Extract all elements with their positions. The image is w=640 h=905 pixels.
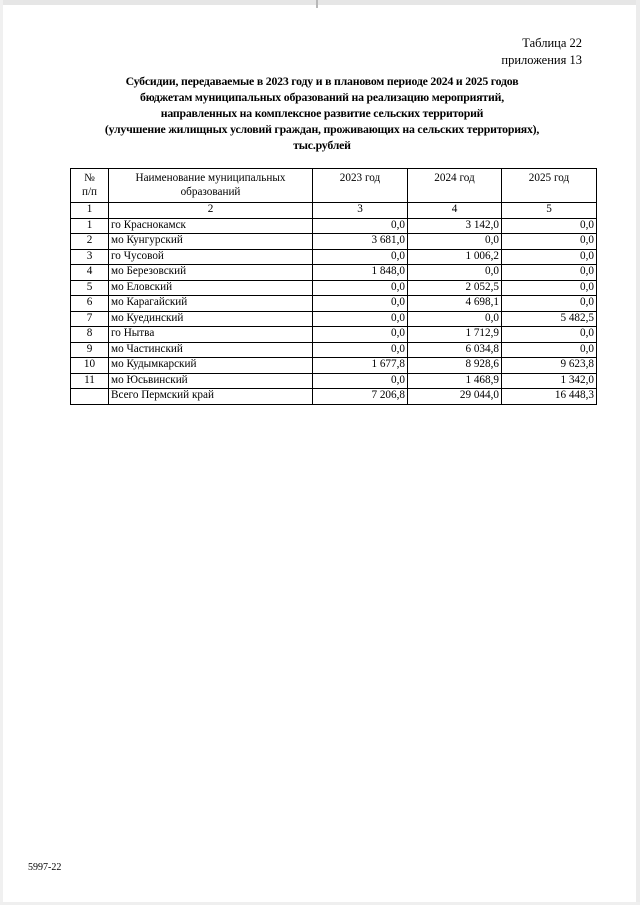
cell-y2024: 2 052,5	[408, 280, 502, 296]
document-code: 5997-22	[28, 862, 62, 873]
cell-y2025: 0,0	[502, 249, 597, 265]
cell-name: го Краснокамск	[109, 218, 313, 234]
table-row	[71, 218, 597, 234]
cell-y2024: 1 468,9	[408, 373, 502, 389]
cell-name: мо Кунгурский	[109, 234, 313, 250]
cell-y2024: 3 142,0	[408, 218, 502, 234]
cell-y2023: 0,0	[313, 311, 408, 327]
header-2024: 2024 год	[408, 169, 502, 203]
cell-num: 5	[71, 280, 109, 296]
table-number: Таблица 22	[522, 36, 582, 50]
cell-y2025: 0,0	[502, 234, 597, 250]
cell-name: Всего Пермский край	[109, 389, 313, 405]
column-number: 5	[502, 203, 597, 219]
table-row	[71, 327, 597, 343]
cell-y2025: 9 623,8	[502, 358, 597, 374]
cell-y2024: 6 034,8	[408, 342, 502, 358]
table-body	[71, 169, 597, 405]
cell-name: мо Кудымкарский	[109, 358, 313, 374]
cell-y2025: 0,0	[502, 280, 597, 296]
table-row	[71, 373, 597, 389]
cell-y2025: 16 448,3	[502, 389, 597, 405]
cell-y2023: 0,0	[313, 373, 408, 389]
cell-num: 1	[71, 218, 109, 234]
document-title	[60, 73, 584, 153]
cell-y2024: 29 044,0	[408, 389, 502, 405]
cell-num	[71, 389, 109, 405]
cell-num: 7	[71, 311, 109, 327]
scan-edge-left	[0, 0, 3, 905]
cell-y2024: 0,0	[408, 234, 502, 250]
cell-name: мо Частинский	[109, 342, 313, 358]
cell-y2023: 0,0	[313, 296, 408, 312]
cell-y2024: 0,0	[408, 311, 502, 327]
column-number: 4	[408, 203, 502, 219]
table-row	[71, 358, 597, 374]
table-row	[71, 342, 597, 358]
cell-y2024: 1 006,2	[408, 249, 502, 265]
total-row	[71, 389, 597, 405]
cell-y2023: 0,0	[313, 327, 408, 343]
cell-num: 6	[71, 296, 109, 312]
title-line-5: тыс.рублей	[293, 138, 351, 152]
cell-y2024: 1 712,9	[408, 327, 502, 343]
cell-y2025: 0,0	[502, 296, 597, 312]
cell-y2023: 0,0	[313, 218, 408, 234]
cell-y2023: 1 677,8	[313, 358, 408, 374]
cell-num: 4	[71, 265, 109, 281]
cell-y2025: 1 342,0	[502, 373, 597, 389]
table-row	[71, 280, 597, 296]
column-number-row	[71, 203, 597, 219]
column-number: 3	[313, 203, 408, 219]
cell-y2025: 0,0	[502, 218, 597, 234]
subsidy-table	[70, 168, 597, 405]
column-number: 2	[109, 203, 313, 219]
scan-edge-top	[0, 0, 640, 5]
appendix-number: приложения 13	[501, 53, 582, 67]
cell-num: 9	[71, 342, 109, 358]
cell-name: го Нытва	[109, 327, 313, 343]
header-2023: 2023 год	[313, 169, 408, 203]
cell-num: 10	[71, 358, 109, 374]
header-name: Наименование муниципальных образований	[109, 169, 313, 203]
scan-mark	[316, 0, 318, 8]
cell-y2024: 4 698,1	[408, 296, 502, 312]
cell-y2024: 0,0	[408, 265, 502, 281]
scan-edge-right	[636, 0, 640, 905]
cell-name: мо Карагайский	[109, 296, 313, 312]
cell-name: мо Березовский	[109, 265, 313, 281]
cell-y2023: 7 206,8	[313, 389, 408, 405]
cell-y2023: 3 681,0	[313, 234, 408, 250]
cell-num: 2	[71, 234, 109, 250]
title-line-2: бюджетам муниципальных образований на реализацию мероприятий,	[140, 90, 504, 104]
cell-name: мо Куединский	[109, 311, 313, 327]
cell-name: мо Юсьвинский	[109, 373, 313, 389]
table-header-row	[71, 169, 597, 203]
cell-y2024: 8 928,6	[408, 358, 502, 374]
cell-name: го Чусовой	[109, 249, 313, 265]
cell-num: 8	[71, 327, 109, 343]
title-line-4: (улучшение жилищных условий граждан, проживающих на сельских территориях),	[104, 122, 540, 136]
table-row	[71, 265, 597, 281]
title-line-1: Субсидии, передаваемые в 2023 году и в плановом периоде 2024 и 2025 годов	[125, 74, 519, 88]
cell-y2025: 0,0	[502, 327, 597, 343]
cell-y2023: 1 848,0	[313, 265, 408, 281]
cell-y2025: 0,0	[502, 265, 597, 281]
table-row	[71, 311, 597, 327]
header-2025: 2025 год	[502, 169, 597, 203]
cell-y2023: 0,0	[313, 249, 408, 265]
cell-y2023: 0,0	[313, 280, 408, 296]
cell-num: 3	[71, 249, 109, 265]
cell-num: 11	[71, 373, 109, 389]
column-number: 1	[71, 203, 109, 219]
cell-y2025: 0,0	[502, 342, 597, 358]
cell-name: мо Еловский	[109, 280, 313, 296]
cell-y2023: 0,0	[313, 342, 408, 358]
header-num: № п/п	[71, 169, 109, 203]
table-row	[71, 249, 597, 265]
table-row	[71, 234, 597, 250]
title-line-3: направленных на комплексное развитие сельских территорий	[160, 106, 484, 120]
table-row	[71, 296, 597, 312]
document-header	[501, 35, 582, 69]
cell-y2025: 5 482,5	[502, 311, 597, 327]
